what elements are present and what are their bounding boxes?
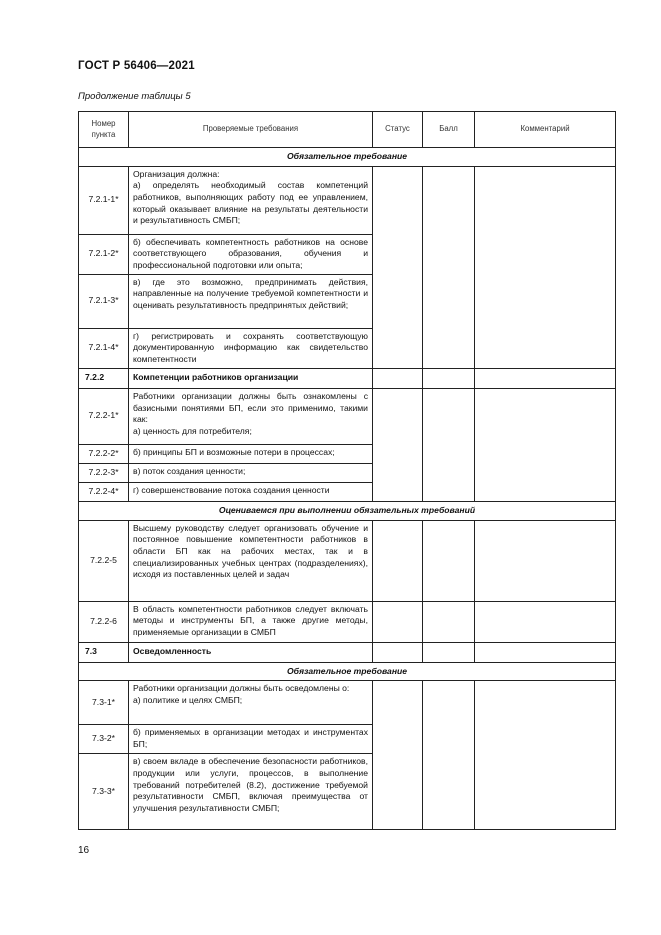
item-number: 7.2.2-2* — [79, 444, 129, 463]
requirements-table — [78, 111, 616, 830]
requirement-text: Работники организации должны быть ознакомлены с базисными понятиями БП, если это применимо, такими как: а) ценность для потребителя; — [129, 388, 373, 444]
item-number: 7.2.1-1* — [79, 166, 129, 234]
col-header-number: Номер пункта — [79, 112, 129, 148]
status-cell[interactable] — [373, 388, 423, 501]
section-row — [79, 368, 616, 388]
requirement-text: б) обеспечивать компетентность работников на основе соответствующего образования, обучения и профессиональной подготовки или опыта; — [129, 234, 373, 274]
table-row — [79, 520, 616, 601]
table-row — [79, 388, 616, 444]
item-number: 7.2.2-3* — [79, 463, 129, 482]
item-number: 7.3-1* — [79, 681, 129, 725]
comment-cell[interactable] — [475, 601, 616, 642]
status-cell[interactable] — [373, 601, 423, 642]
comment-cell[interactable] — [475, 388, 616, 501]
document-code: ГОСТ Р 56406—2021 — [78, 60, 195, 72]
comment-cell[interactable] — [475, 166, 616, 368]
section-title: Осведомленность — [129, 642, 373, 662]
table-row — [79, 601, 616, 642]
table-header-row — [79, 112, 616, 148]
requirement-text: г) регистрировать и сохранять соответствующую документированную информацию как свидетельство компетентности — [129, 328, 373, 368]
section-row — [79, 642, 616, 662]
status-cell[interactable] — [373, 520, 423, 601]
section-number: 7.2.2 — [79, 368, 129, 388]
col-header-requirements: Проверяемые требования — [129, 112, 373, 148]
banner-mandatory: Обязательное требование — [79, 662, 616, 681]
score-cell[interactable] — [423, 681, 475, 830]
item-number: 7.2.2-1* — [79, 388, 129, 444]
item-number: 7.2.1-4* — [79, 328, 129, 368]
item-number: 7.2.2-4* — [79, 482, 129, 501]
comment-cell[interactable] — [475, 520, 616, 601]
comment-cell[interactable] — [475, 642, 616, 662]
status-cell[interactable] — [373, 681, 423, 830]
requirement-text: в) где это возможно, предпринимать действия, направленные на получение требуемой компетентности и оценивать результативность предпринятых действий; — [129, 274, 373, 328]
col-header-score: Балл — [423, 112, 475, 148]
score-cell[interactable] — [423, 520, 475, 601]
table-continuation-label: Продолжение таблицы 5 — [78, 91, 191, 102]
score-cell[interactable] — [423, 166, 475, 368]
item-number: 7.2.1-2* — [79, 234, 129, 274]
section-title: Компетенции работников организации — [129, 368, 373, 388]
status-cell[interactable] — [373, 642, 423, 662]
item-number: 7.3-2* — [79, 725, 129, 754]
requirement-text: г) совершенствование потока создания ценности — [129, 482, 373, 501]
status-cell[interactable] — [373, 368, 423, 388]
score-cell[interactable] — [423, 601, 475, 642]
requirement-text: Организация должна: а) определять необходимый состав компетенций работников, выполняющих работу под ее управлением, который оказывает влияние на результаты деятельности и результативность СМБП; — [129, 166, 373, 234]
comment-cell[interactable] — [475, 681, 616, 830]
table-row — [79, 681, 616, 725]
score-cell[interactable] — [423, 642, 475, 662]
requirement-text: В область компетентности работников следует включать методы и инструменты БП, а также другие методы, применяемые организации в СМБП — [129, 601, 373, 642]
score-cell[interactable] — [423, 368, 475, 388]
requirement-text: в) своем вкладе в обеспечение безопасности работников, продукции или услуги, процессов, в выполнение требований потребителей (8.2), достижение требуемой результативности СМБП, включая преимущества от улучшения результативности СМБП; — [129, 754, 373, 830]
requirement-text: Работники организации должны быть осведомлены о: а) политике и целях СМБП; — [129, 681, 373, 725]
col-header-comment: Комментарий — [475, 112, 616, 148]
banner-assessed: Оцениваемся при выполнении обязательных требований — [79, 501, 616, 520]
banner-row — [79, 148, 616, 167]
score-cell[interactable] — [423, 388, 475, 501]
section-number: 7.3 — [79, 642, 129, 662]
item-number: 7.2.2-6 — [79, 601, 129, 642]
col-header-status: Статус — [373, 112, 423, 148]
status-cell[interactable] — [373, 166, 423, 368]
requirement-text: б) принципы БП и возможные потери в процессах; — [129, 444, 373, 463]
comment-cell[interactable] — [475, 368, 616, 388]
banner-row — [79, 501, 616, 520]
item-number: 7.3-3* — [79, 754, 129, 830]
requirement-text: Высшему руководству следует организовать обучение и постоянное повышение компетентности работников в области БП как на рабочих местах, так и в специализированных учебных центрах (подразделениях), исходя из поставленных целей и задач — [129, 520, 373, 601]
requirement-text: б) применяемых в организации методах и инструментах БП; — [129, 725, 373, 754]
page-number: 16 — [78, 845, 90, 856]
banner-row — [79, 662, 616, 681]
table-row — [79, 166, 616, 234]
item-number: 7.2.1-3* — [79, 274, 129, 328]
item-number: 7.2.2-5 — [79, 520, 129, 601]
banner-mandatory: Обязательное требование — [79, 148, 616, 167]
requirement-text: в) поток создания ценности; — [129, 463, 373, 482]
